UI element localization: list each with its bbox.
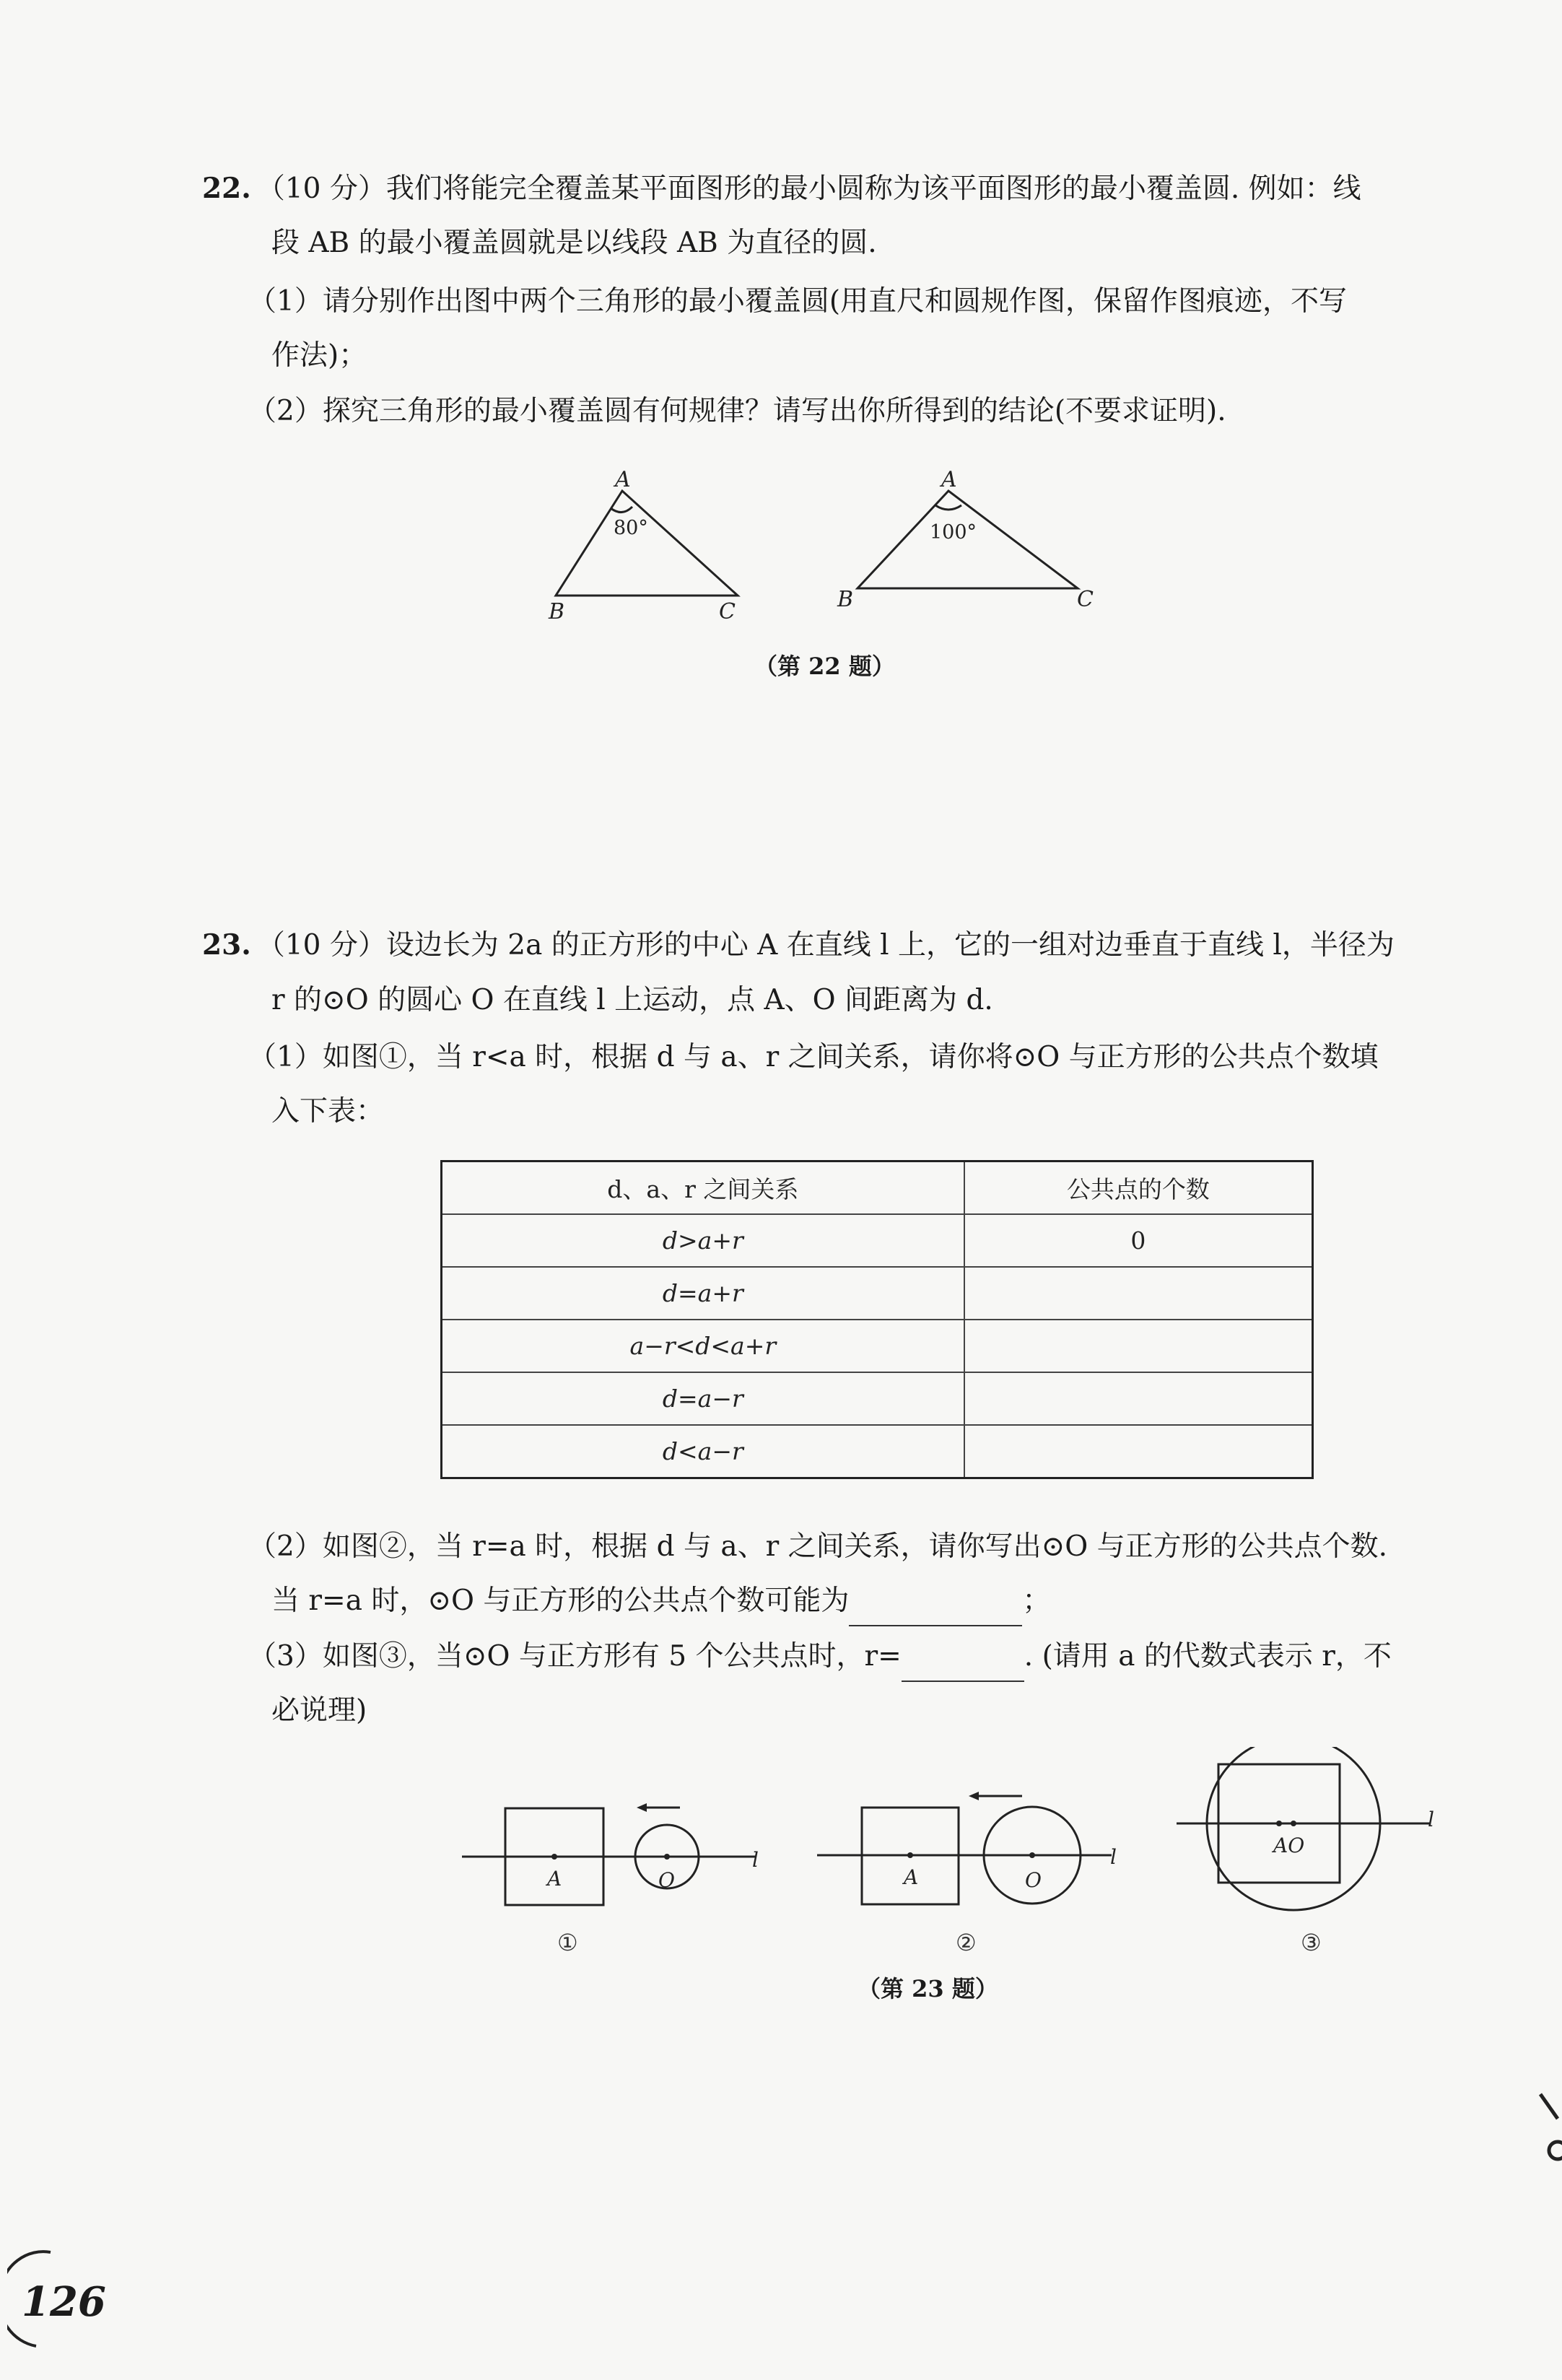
fig1-label-l: l bbox=[752, 1848, 759, 1872]
tri2-angle: 100° bbox=[930, 521, 977, 544]
fig1-arrowhead bbox=[637, 1803, 647, 1812]
tri2-label-C: C bbox=[1077, 587, 1094, 612]
table-header-row bbox=[442, 1161, 1313, 1215]
fig1-label-A: A bbox=[547, 1867, 562, 1891]
q23-part3-line2: 必说理) bbox=[271, 1694, 367, 1727]
q22-part1-line1: （1）请分别作出图中两个三角形的最小覆盖圆(用直尺和圆规作图，保留作图痕迹，不写 bbox=[248, 285, 1348, 318]
q23-part3-line1: （3）如图③，当⊙O 与正方形有 5 个公共点时，r= . (请用 a 的代数式表示 r，不 bbox=[248, 1633, 1392, 1682]
tri1-label-C: C bbox=[719, 599, 736, 624]
fig3-label-l: l bbox=[1428, 1808, 1434, 1831]
fig2-label-l: l bbox=[1110, 1845, 1117, 1869]
q23-part2-line2: 当 r=a 时，⊙O 与正方形的公共点个数可能为 ； bbox=[271, 1577, 1050, 1626]
q22-caption: （第 22 题） bbox=[754, 653, 895, 680]
fig1-number: ① bbox=[557, 1929, 578, 1956]
table-cell-count[interactable] bbox=[964, 1425, 1313, 1478]
fig2-point-A bbox=[907, 1852, 913, 1858]
table-cell-count[interactable] bbox=[964, 1320, 1313, 1372]
table-cell-relation: d>a+r bbox=[442, 1214, 964, 1267]
tri1-angle: 80° bbox=[614, 517, 648, 539]
table-row bbox=[442, 1372, 1313, 1425]
tri2-label-B: B bbox=[837, 587, 854, 612]
table-row bbox=[442, 1267, 1313, 1320]
fig1-point-A bbox=[551, 1854, 557, 1860]
margin-mark-icon bbox=[1537, 2090, 1562, 2169]
fig1-label-O: O bbox=[658, 1868, 675, 1892]
fig2-label-O: O bbox=[1025, 1868, 1042, 1892]
answer-blank-2[interactable] bbox=[849, 1577, 1022, 1626]
table-cell-relation: a−r<d<a+r bbox=[442, 1320, 964, 1372]
table-cell-relation: d=a−r bbox=[442, 1372, 964, 1425]
answer-blank-3[interactable] bbox=[902, 1633, 1024, 1682]
fig3-point-O bbox=[1291, 1821, 1296, 1826]
q23-line2: r 的⊙O 的圆心 O 在直线 l 上运动，点 A、O 间距离为 d. bbox=[271, 984, 993, 1016]
q23-line1: 23. （10 分）设边长为 2a 的正方形的中心 A 在直线 l 上，它的一组对边垂直于直线 l，半径为 bbox=[202, 928, 1395, 962]
fig2-label-A: A bbox=[904, 1865, 919, 1889]
q23-part2-line1: （2）如图②，当 r=a 时，根据 d 与 a、r 之间关系，请你写出⊙O 与正方形的公共点个数. bbox=[248, 1530, 1388, 1563]
q22-figure bbox=[534, 469, 1126, 628]
table-cell-relation: d<a−r bbox=[442, 1425, 964, 1478]
q23-caption: （第 23 题） bbox=[858, 1975, 998, 2002]
fig3-label-AO: AO bbox=[1273, 1834, 1305, 1857]
triangle-80 bbox=[556, 491, 738, 596]
tri2-label-A: A bbox=[941, 469, 957, 492]
page-number: 126 bbox=[22, 2278, 106, 2326]
q22-number: 22. bbox=[202, 172, 251, 205]
relation-table bbox=[440, 1160, 1314, 1479]
fig1-point-O bbox=[664, 1854, 670, 1860]
tri1-label-A: A bbox=[615, 469, 631, 492]
q23-part1-line1: （1）如图①，当 r<a 时，根据 d 与 a、r 之间关系，请你将⊙O 与正方形的公共点个数填 bbox=[248, 1041, 1379, 1073]
q22-part2: （2）探究三角形的最小覆盖圆有何规律？请写出你所得到的结论(不要求证明). bbox=[248, 395, 1226, 427]
table-cell-count[interactable] bbox=[964, 1267, 1313, 1320]
table-row bbox=[442, 1320, 1313, 1372]
q22-line1: 22. （10 分）我们将能完全覆盖某平面图形的最小圆称为该平面图形的最小覆盖圆. 例如：线 bbox=[202, 172, 1361, 205]
table-cell-count: 0 bbox=[964, 1214, 1313, 1267]
fig2-point-O bbox=[1029, 1852, 1035, 1858]
table-cell-relation: d=a+r bbox=[442, 1267, 964, 1320]
q23-figures bbox=[455, 1747, 1465, 1963]
q22-part1-line2: 作法)； bbox=[271, 339, 367, 372]
table-row bbox=[442, 1214, 1313, 1267]
fig3-point-A bbox=[1276, 1821, 1282, 1826]
fig2-arrowhead bbox=[969, 1792, 979, 1800]
table-header-relation: d、a、r 之间关系 bbox=[442, 1161, 964, 1215]
table-cell-count[interactable] bbox=[964, 1372, 1313, 1425]
fig3-number: ③ bbox=[1301, 1929, 1322, 1956]
tri1-label-B: B bbox=[549, 599, 565, 624]
fig3-circle bbox=[1207, 1747, 1380, 1910]
table-header-count: 公共点的个数 bbox=[964, 1161, 1313, 1215]
q22-line2: 段 AB 的最小覆盖圆就是以线段 AB 为直径的圆. bbox=[271, 227, 877, 259]
q23-part1-line2: 入下表： bbox=[271, 1095, 385, 1128]
table-row bbox=[442, 1425, 1313, 1478]
fig2-number: ② bbox=[956, 1929, 977, 1956]
q23-number: 23. bbox=[202, 928, 251, 962]
